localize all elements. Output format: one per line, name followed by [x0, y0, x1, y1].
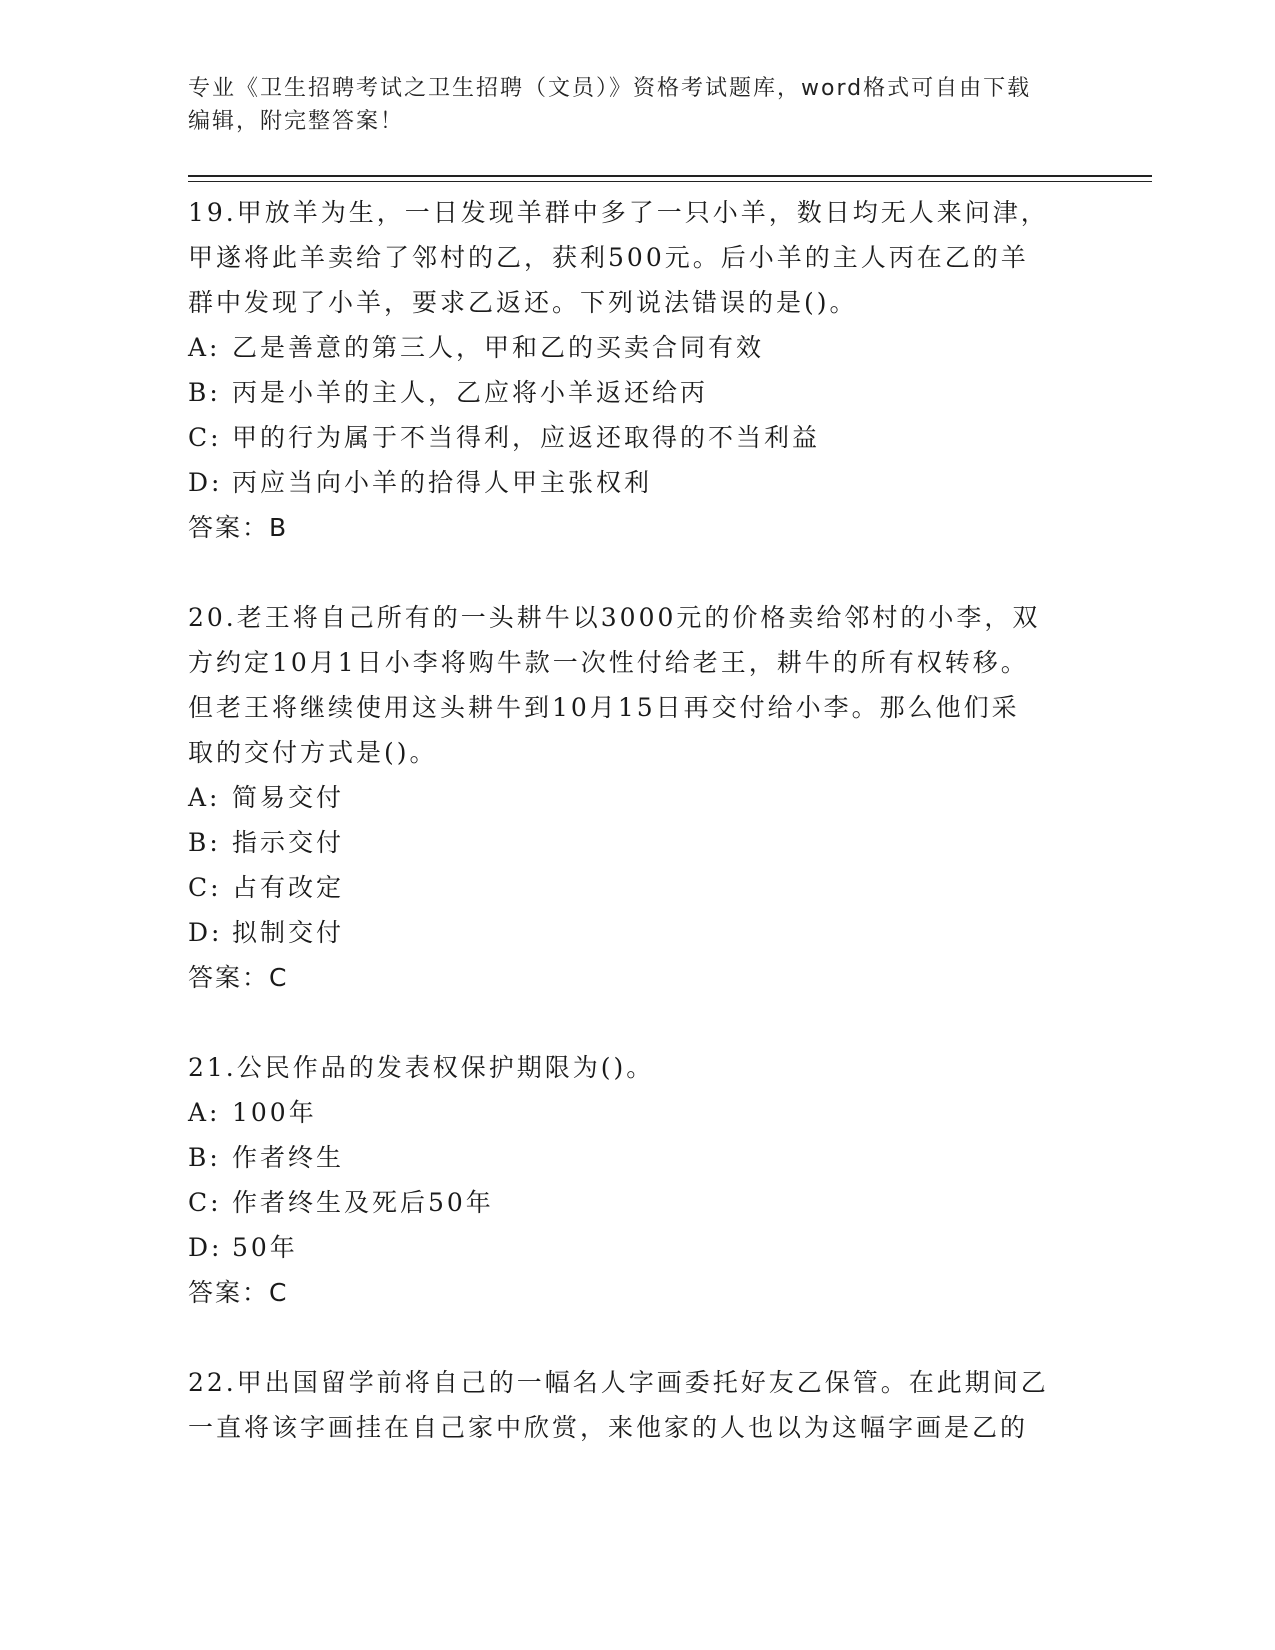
answer-line: 答案：C [188, 963, 289, 992]
option-key: A: [188, 1098, 221, 1127]
question-line: 19.甲放羊为生，一日发现羊群中多了一只小羊，数日均无人来问津， [188, 198, 1049, 227]
answer-line: 答案：B [188, 513, 289, 542]
document-header [188, 72, 1068, 138]
option-key: C: [188, 423, 222, 452]
option-key: B: [188, 1143, 221, 1172]
question-line: 群中发现了小羊，要求乙返还。下列说法错误的是()。 [188, 288, 858, 317]
question-line: 22.甲出国留学前将自己的一幅名人字画委托好友乙保管。在此期间乙 [188, 1368, 1049, 1397]
option-text: 乙是善意的第三人，甲和乙的买卖合同有效 [232, 333, 765, 362]
question-line: 甲遂将此羊卖给了邻村的乙，获利500元。后小羊的主人丙在乙的羊 [188, 243, 1029, 272]
option-b [188, 370, 1088, 415]
header-line-1: 专业《卫生招聘考试之卫生招聘（文员）》资格考试题库，word格式可自由下载 [188, 76, 1032, 101]
option-text: 简易交付 [232, 783, 345, 812]
answer-line: 答案：C [188, 1278, 289, 1307]
option-a [188, 1090, 1088, 1135]
option-d [188, 460, 1088, 505]
question-22 [188, 1360, 1088, 1450]
question-line: 一直将该字画挂在自己家中欣赏，来他家的人也以为这幅字画是乙的 [188, 1413, 1029, 1442]
header-divider-thin [188, 181, 1152, 182]
option-text: 丙应当向小羊的拾得人甲主张权利 [232, 468, 653, 497]
option-c [188, 865, 1088, 910]
header-divider-thick [188, 175, 1152, 177]
option-key: C: [188, 1188, 222, 1217]
question-line: 21.公民作品的发表权保护期限为()。 [188, 1053, 655, 1082]
question-20 [188, 595, 1088, 1000]
option-key: A: [188, 333, 221, 362]
question-21 [188, 1045, 1088, 1315]
option-b [188, 820, 1088, 865]
option-text: 指示交付 [232, 828, 345, 857]
option-text: 作者终生 [232, 1143, 345, 1172]
option-text: 作者终生及死后50年 [232, 1188, 494, 1217]
option-c [188, 415, 1088, 460]
option-b [188, 1135, 1088, 1180]
option-text: 100年 [232, 1098, 317, 1127]
option-key: D: [188, 918, 223, 947]
option-key: B: [188, 378, 221, 407]
question-list [188, 190, 1088, 1495]
option-d [188, 910, 1088, 955]
option-a [188, 775, 1088, 820]
option-text: 占有改定 [232, 873, 345, 902]
option-c [188, 1180, 1088, 1225]
option-key: C: [188, 873, 222, 902]
option-key: B: [188, 828, 221, 857]
question-line: 方约定10月1日小李将购牛款一次性付给老王，耕牛的所有权转移。 [188, 648, 1029, 677]
option-key: D: [188, 1233, 223, 1262]
option-text: 丙是小羊的主人，乙应将小羊返还给丙 [232, 378, 709, 407]
header-line-2: 编辑，附完整答案！ [188, 109, 405, 134]
question-line: 20.老王将自己所有的一头耕牛以3000元的价格卖给邻村的小李，双 [188, 603, 1041, 632]
option-a [188, 325, 1088, 370]
option-text: 甲的行为属于不当得利，应返还取得的不当利益 [232, 423, 821, 452]
option-key: D: [188, 468, 223, 497]
option-key: A: [188, 783, 221, 812]
option-text: 拟制交付 [232, 918, 345, 947]
option-d [188, 1225, 1088, 1270]
question-19 [188, 190, 1088, 550]
question-line: 但老王将继续使用这头耕牛到10月15日再交付给小李。那么他们采 [188, 693, 1020, 722]
option-text: 50年 [232, 1233, 298, 1262]
question-line: 取的交付方式是()。 [188, 738, 438, 767]
